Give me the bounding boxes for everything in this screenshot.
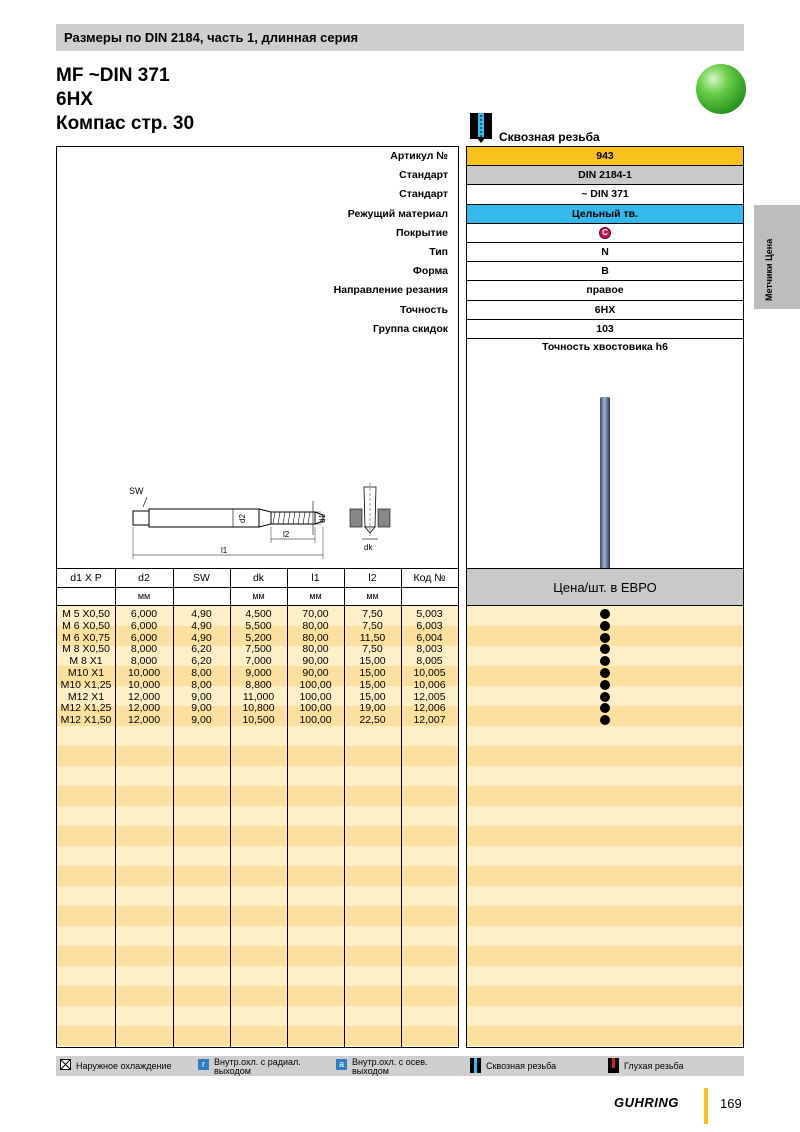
table-cell: M 6 X0,75 xyxy=(62,631,110,644)
table-cell: 8,000 xyxy=(130,655,158,668)
row-band xyxy=(467,866,743,886)
table-cell: M 8 X1 xyxy=(69,655,103,668)
header-text: Размеры по DIN 2184, часть 1, длинная серия xyxy=(64,30,359,45)
table-cell: 80,00 xyxy=(302,643,329,656)
legend-through: Сквозная резьба xyxy=(486,1061,557,1071)
row-band xyxy=(57,826,458,846)
spec-label: Направление резания xyxy=(333,284,448,297)
table-cell: 4,90 xyxy=(191,619,212,632)
table-cell: 5,200 xyxy=(245,631,272,644)
price-dot-icon[interactable] xyxy=(600,621,610,631)
legend-blind: Глухая резьба xyxy=(624,1061,684,1071)
row-band xyxy=(57,1026,458,1046)
row-band xyxy=(57,946,458,966)
table-cell: 8,005 xyxy=(416,655,443,668)
table-cell: 100,00 xyxy=(299,702,332,715)
table-row xyxy=(57,608,458,620)
table-cell: 10,800 xyxy=(242,702,275,715)
header-bar xyxy=(56,24,744,51)
spec-value-standard-2: ~ DIN 371 xyxy=(467,185,743,204)
table-cell: 22,50 xyxy=(359,714,386,727)
table-cell: M12 X1 xyxy=(67,690,105,703)
row-band xyxy=(57,786,458,806)
green-ball-icon xyxy=(696,64,746,114)
table-cell: M10 X1,25 xyxy=(60,678,112,691)
spec-panel-right xyxy=(466,146,744,1048)
table-cell: 19,00 xyxy=(359,702,386,715)
spec-value-type: N xyxy=(467,243,743,262)
row-band xyxy=(57,906,458,926)
row-band xyxy=(467,946,743,966)
unit-dk: мм xyxy=(252,591,265,601)
row-band xyxy=(57,986,458,1006)
table-cell: 12,005 xyxy=(413,690,446,703)
title-line-3: Компас стр. 30 xyxy=(56,113,195,134)
row-band xyxy=(57,766,458,786)
table-header xyxy=(57,568,458,606)
table-cell: 12,007 xyxy=(413,714,446,727)
table-cell: 6,004 xyxy=(416,631,443,644)
spec-value-material: Цельный тв. xyxy=(467,205,743,224)
row-band xyxy=(57,726,458,746)
table-cell: 15,00 xyxy=(359,678,386,691)
l2-label: l2 xyxy=(283,530,290,539)
footer-accent-bar xyxy=(704,1088,708,1124)
table-cell: 10,006 xyxy=(413,678,446,691)
title-line-2: 6HX xyxy=(56,89,93,110)
table-cell: 6,000 xyxy=(130,631,158,644)
table-cell: M 8 X0,50 xyxy=(62,643,110,656)
col-header-d1xp: d1 X P xyxy=(70,572,102,584)
price-dot-icon[interactable] xyxy=(600,668,610,678)
table-cell: 9,00 xyxy=(191,714,212,727)
table-cell: 6,20 xyxy=(191,643,212,656)
column-divider xyxy=(230,568,231,1048)
table-cell: M 5 X0,50 xyxy=(62,608,110,620)
table-cell: 4,90 xyxy=(191,631,212,644)
table-cell: 7,50 xyxy=(362,608,383,620)
unit-l1: мм xyxy=(309,591,322,601)
spec-value-standard: DIN 2184-1 xyxy=(467,166,743,185)
row-band xyxy=(467,746,743,766)
row-band xyxy=(467,766,743,786)
table-cell: 12,006 xyxy=(413,702,446,715)
d2-label: d2 xyxy=(238,514,247,523)
table-cell: 100,00 xyxy=(299,714,332,727)
row-band xyxy=(467,826,743,846)
table-row xyxy=(57,620,458,632)
spec-label: Артикул № xyxy=(390,150,448,162)
table-cell: 10,000 xyxy=(127,667,161,679)
table-cell: 7,50 xyxy=(362,643,383,656)
table-cell: 8,00 xyxy=(191,678,212,691)
blind-thread-legend-icon xyxy=(608,1058,619,1073)
spec-panel-left xyxy=(56,146,459,1048)
column-divider xyxy=(401,568,402,1048)
coating-icon: C xyxy=(599,227,611,239)
shank-tolerance: Точность хвостовика h6 xyxy=(542,341,668,353)
external-cooling-icon xyxy=(60,1059,71,1070)
table-cell: 70,00 xyxy=(302,608,329,620)
table-row xyxy=(57,714,458,726)
row-band xyxy=(57,1006,458,1026)
table-cell: 9,00 xyxy=(191,690,212,703)
l1-label: l1 xyxy=(221,546,228,555)
title-line-1: MF ~DIN 371 xyxy=(56,65,170,86)
row-band xyxy=(467,886,743,906)
spec-value-precision: 6HX xyxy=(467,301,743,320)
side-tab-label: Метчики Цена xyxy=(764,238,774,301)
table-row xyxy=(57,655,458,667)
spec-value-coating xyxy=(467,224,743,243)
spec-label: Точность xyxy=(399,303,448,316)
table-cell: M 6 X0,50 xyxy=(62,619,110,632)
table-cell: 12,000 xyxy=(127,690,161,703)
col-header-code: Код № xyxy=(413,572,446,584)
row-band xyxy=(467,926,743,946)
table-cell: 6,20 xyxy=(191,655,212,668)
table-cell: 8,000 xyxy=(130,643,158,656)
column-divider xyxy=(173,568,174,1048)
sw-label: SW xyxy=(129,486,144,496)
table-cell: 10,005 xyxy=(413,667,446,679)
spec-value-direction: правое xyxy=(467,281,743,300)
row-band xyxy=(467,806,743,826)
spec-label: Стандарт xyxy=(399,188,448,201)
row-band xyxy=(57,866,458,886)
page-number: 169 xyxy=(720,1096,742,1111)
row-band xyxy=(467,1006,743,1026)
spec-label: Стандарт xyxy=(399,169,448,182)
table-cell: 6,000 xyxy=(130,619,158,632)
spec-label: Форма xyxy=(412,265,448,278)
column-divider xyxy=(287,568,288,1048)
product-title xyxy=(56,64,194,136)
col-header-d2: d2 xyxy=(138,572,150,584)
table-row xyxy=(57,702,458,714)
table-cell: 11,50 xyxy=(359,631,386,644)
tap-dimension-drawing xyxy=(125,477,445,567)
table-row xyxy=(57,679,458,691)
brand-logo: GUHRING xyxy=(614,1095,679,1110)
price-dot-icon[interactable] xyxy=(600,680,610,690)
row-band xyxy=(467,966,743,986)
table-cell: 80,00 xyxy=(302,631,329,644)
table-row xyxy=(57,667,458,679)
table-cell: 12,000 xyxy=(127,702,161,715)
table-cell: 9,00 xyxy=(191,702,212,715)
unit-l2: мм xyxy=(366,591,379,601)
spec-label: Покрытие xyxy=(395,226,448,239)
axial-cooling-icon: a xyxy=(336,1059,347,1070)
legend-external: Наружное охлаждение xyxy=(76,1061,172,1071)
unit-d2: мм xyxy=(137,591,151,601)
table-cell: 7,50 xyxy=(362,619,383,632)
row-band xyxy=(467,986,743,1006)
d1-label: d1 xyxy=(318,514,327,523)
table-cell: 80,00 xyxy=(302,619,329,632)
spec-value-article: 943 xyxy=(467,147,743,166)
table-cell: 5,003 xyxy=(416,608,443,620)
legend-radial: Внутр.охл. с радиал. выходом xyxy=(214,1057,301,1076)
table-cell: 6,003 xyxy=(416,619,443,632)
table-cell: 100,00 xyxy=(299,678,332,691)
price-header: Цена/шт. в ЕВРО xyxy=(467,568,743,606)
spec-labels xyxy=(334,147,448,339)
row-band xyxy=(467,846,743,866)
table-cell: 9,000 xyxy=(245,667,272,679)
table-cell: 15,00 xyxy=(359,690,386,703)
table-cell: 8,003 xyxy=(416,643,443,656)
column-divider xyxy=(344,568,345,1048)
table-cell: 10,000 xyxy=(127,678,161,691)
row-band xyxy=(57,846,458,866)
row-band xyxy=(57,886,458,906)
col-header-l1: l1 xyxy=(311,572,320,584)
spec-values xyxy=(467,147,743,339)
table-cell: 6,000 xyxy=(130,608,158,620)
legend-axial: Внутр.охл. с осев. выходом xyxy=(352,1057,428,1076)
row-band xyxy=(467,786,743,806)
table-cell: 10,500 xyxy=(242,714,275,727)
thread-type-label: Сквозная резьба xyxy=(499,130,600,144)
table-cell: 4,500 xyxy=(245,608,272,620)
column-divider xyxy=(115,568,116,1048)
table-cell: M10 X1 xyxy=(67,667,105,679)
price-dot-icon[interactable] xyxy=(600,609,610,619)
table-row xyxy=(57,643,458,655)
spec-value-discount: 103 xyxy=(467,320,743,339)
dk-label: dk xyxy=(364,543,373,552)
price-dot-icon[interactable] xyxy=(600,692,610,702)
col-header-l2: l2 xyxy=(368,572,377,584)
col-header-sw: SW xyxy=(193,572,210,584)
table-cell: 90,00 xyxy=(302,655,329,668)
row-band xyxy=(57,926,458,946)
spec-label: Тип xyxy=(429,245,448,258)
table-cell: M12 X1,25 xyxy=(60,702,112,715)
table-cell: M12 X1,50 xyxy=(60,714,112,727)
table-cell: 11,000 xyxy=(242,690,275,703)
table-row xyxy=(57,691,458,703)
side-tab[interactable] xyxy=(754,205,800,309)
table-cell: 7,000 xyxy=(245,655,272,668)
spec-value-form: B xyxy=(467,262,743,281)
row-band xyxy=(57,746,458,766)
table-cell: 12,000 xyxy=(127,714,161,727)
row-band xyxy=(467,906,743,926)
row-band xyxy=(467,1026,743,1046)
table-cell: 4,90 xyxy=(191,608,212,620)
table-cell: 90,00 xyxy=(302,667,329,679)
table-cell: 8,00 xyxy=(191,667,212,679)
through-thread-legend-icon xyxy=(470,1058,481,1073)
table-cell: 5,500 xyxy=(245,619,272,632)
table-row xyxy=(57,632,458,644)
spec-label: Группа скидок xyxy=(373,322,448,335)
table-cell: 15,00 xyxy=(359,667,386,679)
radial-cooling-icon: r xyxy=(198,1059,209,1070)
legend-bar xyxy=(56,1056,744,1076)
row-band xyxy=(57,966,458,986)
row-band xyxy=(467,726,743,746)
through-thread-icon xyxy=(470,113,492,143)
table-cell: 100,00 xyxy=(299,690,332,703)
price-dot-icon[interactable] xyxy=(600,633,610,643)
table-cell: 15,00 xyxy=(359,655,386,668)
col-header-dk: dk xyxy=(252,572,265,584)
row-band xyxy=(57,806,458,826)
spec-label: Режущий материал xyxy=(347,207,448,220)
table-cell: 8,800 xyxy=(245,678,272,691)
table-cell: 7,500 xyxy=(245,643,272,656)
